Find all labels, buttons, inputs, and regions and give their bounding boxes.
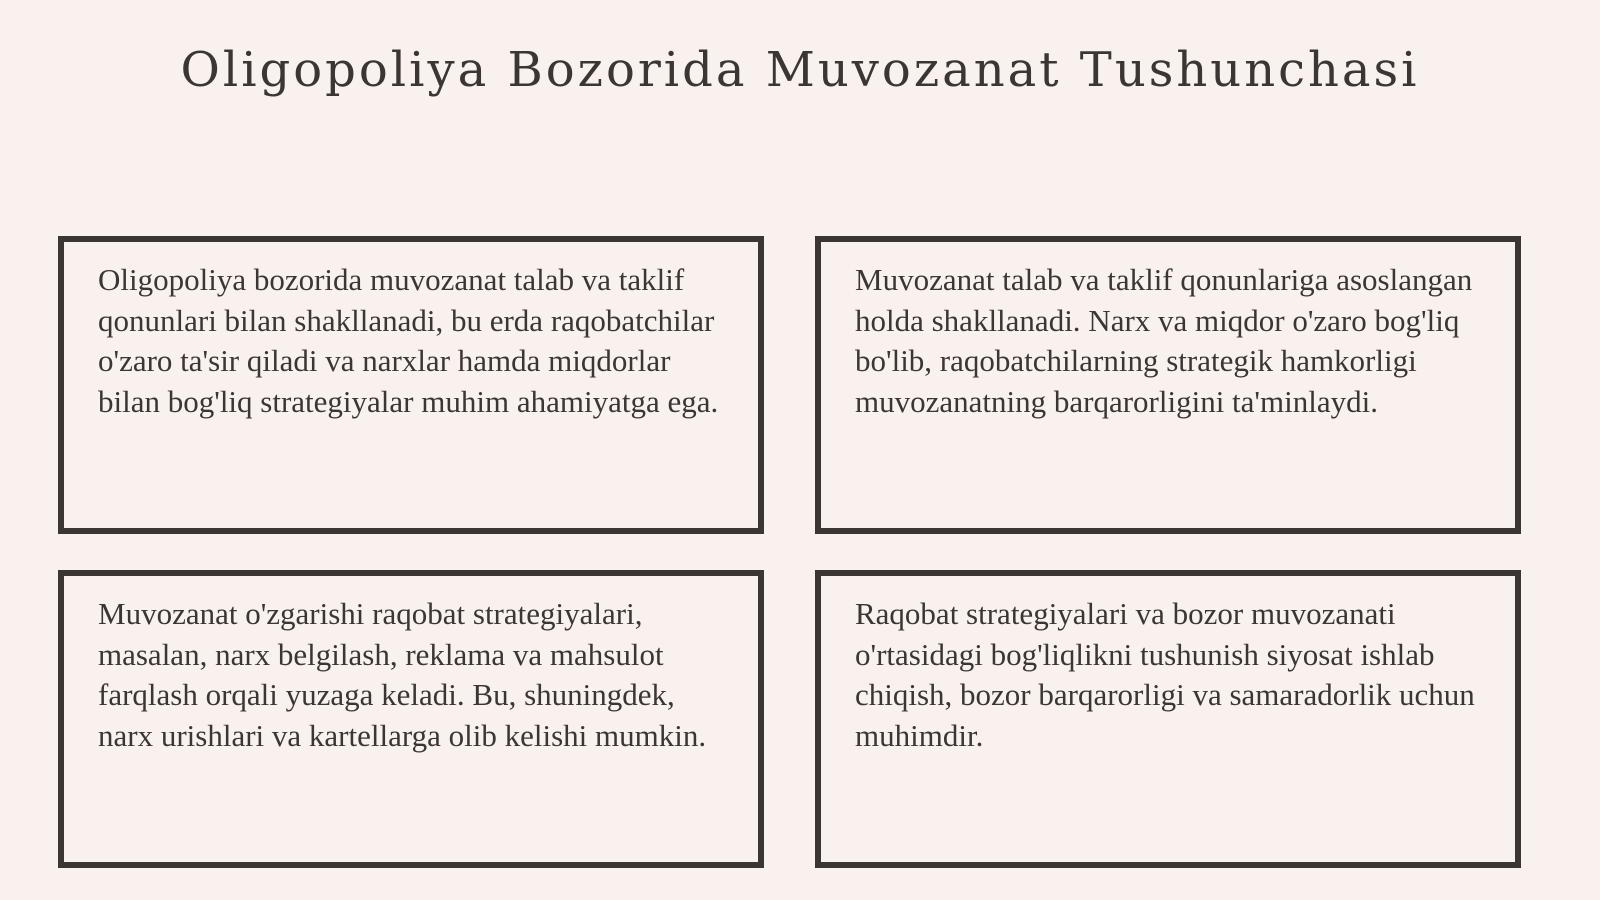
content-card-4 <box>815 570 1521 868</box>
slide-title: Oligopoliya Bozorida Muvozanat Tushunchasi <box>180 42 1420 98</box>
content-card-3 <box>58 570 764 868</box>
card-text-4: Raqobat strategiyalari va bozor muvozanati o'rtasidagi bog'liqlikni tushunish siyosat ishlab chiqish, bozor barqarorligi va samaradorlik uchun muhimdir. <box>855 596 1475 753</box>
content-card-2 <box>815 236 1521 534</box>
card-text-1: Oligopoliya bozorida muvozanat talab va taklif qonunlari bilan shakllanadi, bu erda raqobatchilar o'zaro ta'sir qiladi va narxlar hamda miqdorlar bilan bog'liq strategiyalar muhim ahamiyatga ega. <box>98 262 719 419</box>
content-card-1 <box>58 236 764 534</box>
card-text-3: Muvozanat o'zgarishi raqobat strategiyalari, masalan, narx belgilash, reklama va mahsulot farqlash orqali yuzaga keladi. Bu, shuningdek, narx urishlari va kartellarga olib kelishi mumkin. <box>98 596 707 753</box>
card-text-2: Muvozanat talab va taklif qonunlariga asoslangan holda shakllanadi. Narx va miqdor o'zaro bog'liq bo'lib, raqobatchilarning strategik hamkorligi muvozanatning barqarorligini ta'minlaydi. <box>855 262 1473 419</box>
